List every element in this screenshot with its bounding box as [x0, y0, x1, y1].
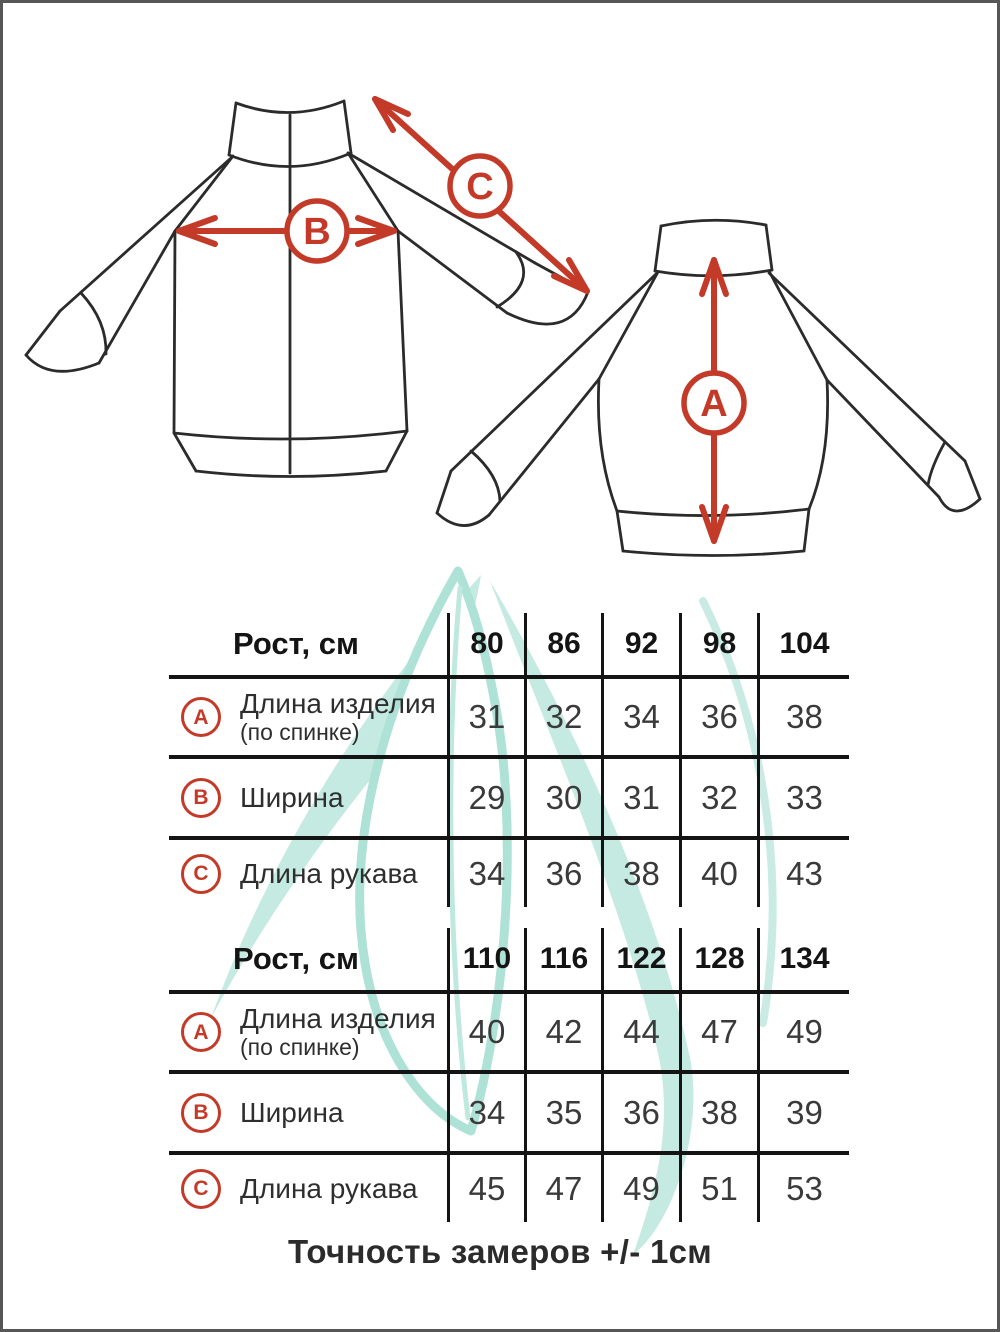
size-table-110-134 [169, 928, 849, 1222]
table-header-label: Рост, см [169, 928, 447, 994]
column-header: 92 [601, 613, 679, 679]
measure-circle-a [684, 373, 744, 433]
row-label-length [169, 994, 447, 1074]
table-cell: 38 [601, 840, 679, 907]
row-label-text: Длина изделия (по спинке) [240, 1003, 436, 1060]
table-cell: 32 [679, 759, 757, 840]
table-cell: 35 [524, 1074, 601, 1155]
table-cell: 29 [447, 759, 524, 840]
table-cell: 49 [757, 994, 849, 1074]
measure-badge-a: А [181, 697, 221, 737]
measure-letter-b: В [303, 211, 331, 253]
table-cell: 38 [757, 679, 849, 759]
table-cell: 49 [601, 1155, 679, 1222]
column-header: 128 [679, 928, 757, 994]
column-header: 122 [601, 928, 679, 994]
table-cell: 47 [679, 994, 757, 1074]
table-cell: 34 [447, 1074, 524, 1155]
table-cell: 31 [601, 759, 679, 840]
table-cell: 39 [757, 1074, 849, 1155]
table-cell: 53 [757, 1155, 849, 1222]
measure-badge-c: С [181, 854, 221, 894]
measure-badge-b: В [181, 1093, 221, 1133]
table-cell: 32 [524, 679, 601, 759]
table-cell: 36 [524, 840, 601, 907]
table-cell: 31 [447, 679, 524, 759]
table-cell: 30 [524, 759, 601, 840]
table-cell: 43 [757, 840, 849, 907]
jacket-diagrams [3, 63, 1000, 603]
table-cell: 34 [601, 679, 679, 759]
column-header: 110 [447, 928, 524, 994]
measure-letter-a: А [700, 383, 728, 425]
table-cell: 38 [679, 1074, 757, 1155]
table-cell: 47 [524, 1155, 601, 1222]
column-header: 104 [757, 613, 849, 679]
column-header: 86 [524, 613, 601, 679]
measure-circle-c [450, 156, 510, 216]
table-cell: 44 [601, 994, 679, 1074]
table-cell: 42 [524, 994, 601, 1074]
row-label-sleeve: С Длина рукава [169, 840, 447, 907]
row-label-sleeve: С Длина рукава [169, 1155, 447, 1222]
measure-letter-c: С [466, 166, 494, 208]
table-cell: 34 [447, 840, 524, 907]
column-header: 116 [524, 928, 601, 994]
measure-circle-b [287, 201, 347, 261]
table-cell: 33 [757, 759, 849, 840]
table-cell: 36 [601, 1074, 679, 1155]
size-table-80-104 [169, 613, 849, 907]
measure-badge-b: В [181, 778, 221, 818]
column-header: 80 [447, 613, 524, 679]
row-label-length [169, 679, 447, 759]
table-cell: 36 [679, 679, 757, 759]
table-header-label: Рост, см [169, 613, 447, 679]
row-label-width: В Ширина [169, 759, 447, 840]
column-header: 134 [757, 928, 849, 994]
row-label-text: Длина изделия (по спинке) [240, 688, 436, 745]
table-cell: 51 [679, 1155, 757, 1222]
measure-badge-c: С [181, 1169, 221, 1209]
column-header: 98 [679, 613, 757, 679]
row-label-width: В Ширина [169, 1074, 447, 1155]
table-cell: 45 [447, 1155, 524, 1222]
table-cell: 40 [447, 994, 524, 1074]
accuracy-note: Точность замеров +/- 1см [288, 1233, 712, 1270]
table-cell: 40 [679, 840, 757, 907]
measure-badge-a: А [181, 1012, 221, 1052]
